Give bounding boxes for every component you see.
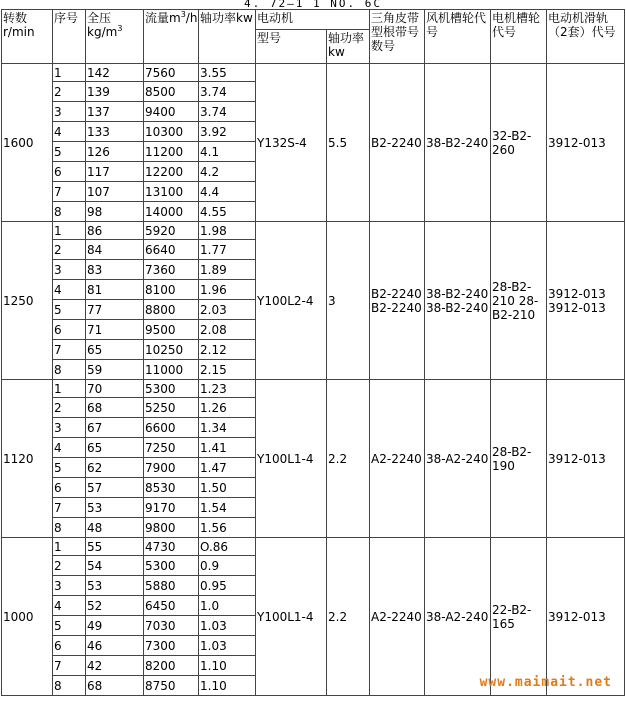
- cell-pressure: 71: [86, 320, 144, 340]
- cell-rail: 3912-013: [547, 380, 625, 538]
- fan-spec-table: [1, 9, 625, 696]
- cell-flow: 4730: [144, 538, 199, 556]
- cell-seq: 3: [53, 102, 86, 122]
- cell-flow: 11200: [144, 142, 199, 162]
- cell-fan-pulley: 38-B2-240: [425, 64, 491, 222]
- cell-shaft-power: 1.41: [199, 438, 256, 458]
- cell-motor-pulley: 32-B2-260: [491, 64, 547, 222]
- cell-seq: 3: [53, 260, 86, 280]
- cell-pressure: 68: [86, 398, 144, 418]
- cell-seq: 7: [53, 498, 86, 518]
- cell-pressure: 53: [86, 576, 144, 596]
- header-shaft-power: 轴功率kw: [199, 10, 256, 64]
- cell-seq: 4: [53, 596, 86, 616]
- cell-seq: 5: [53, 458, 86, 478]
- cell-flow: 8800: [144, 300, 199, 320]
- cell-seq: 1: [53, 64, 86, 82]
- cell-seq: 6: [53, 162, 86, 182]
- cell-shaft-power: 4.55: [199, 202, 256, 222]
- cell-seq: 5: [53, 616, 86, 636]
- cell-pressure: 142: [86, 64, 144, 82]
- cell-flow: 11000: [144, 360, 199, 380]
- cell-flow: 5880: [144, 576, 199, 596]
- cell-seq: 3: [53, 418, 86, 438]
- cell-shaft-power: 1.96: [199, 280, 256, 300]
- cell-fan-pulley: 38-A2-240: [425, 380, 491, 538]
- cell-seq: 8: [53, 518, 86, 538]
- cell-pressure: 139: [86, 82, 144, 102]
- cell-seq: 7: [53, 340, 86, 360]
- cell-flow: 6640: [144, 240, 199, 260]
- cell-shaft-power: 1.10: [199, 676, 256, 696]
- cell-seq: 1: [53, 222, 86, 240]
- cell-flow: 8530: [144, 478, 199, 498]
- cell-flow: 10250: [144, 340, 199, 360]
- cell-seq: 7: [53, 182, 86, 202]
- cell-shaft-power: 1.03: [199, 616, 256, 636]
- cell-flow: 8500: [144, 82, 199, 102]
- cell-shaft-power: 1.23: [199, 380, 256, 398]
- cell-belt: A2-2240: [370, 538, 425, 696]
- cell-seq: 5: [53, 300, 86, 320]
- cell-pressure: 83: [86, 260, 144, 280]
- cell-seq: 2: [53, 240, 86, 260]
- cell-motor-model: Y100L1-4: [256, 538, 327, 696]
- cell-pressure: 65: [86, 438, 144, 458]
- cell-flow: 6600: [144, 418, 199, 438]
- cell-fan-pulley: 38-A2-240: [425, 538, 491, 696]
- cell-flow: 5300: [144, 556, 199, 576]
- cell-shaft-power: 0.9: [199, 556, 256, 576]
- cell-flow: 12200: [144, 162, 199, 182]
- cell-pressure: 48: [86, 518, 144, 538]
- cell-pressure: 54: [86, 556, 144, 576]
- cell-rail: 3912-013 3912-013: [547, 222, 625, 380]
- cell-flow: 5300: [144, 380, 199, 398]
- cell-shaft-power: 1.89: [199, 260, 256, 280]
- cell-shaft-power: 4.4: [199, 182, 256, 202]
- cell-seq: 6: [53, 636, 86, 656]
- cell-flow: 9500: [144, 320, 199, 340]
- cell-seq: 8: [53, 676, 86, 696]
- cell-pressure: 62: [86, 458, 144, 478]
- cell-pressure: 68: [86, 676, 144, 696]
- cell-shaft-power: 2.12: [199, 340, 256, 360]
- cell-seq: 7: [53, 656, 86, 676]
- cell-flow: 7300: [144, 636, 199, 656]
- cell-flow: 8200: [144, 656, 199, 676]
- cell-seq: 6: [53, 320, 86, 340]
- cell-pressure: 117: [86, 162, 144, 182]
- cell-motor-pulley: 28-B2-210 28-B2-210: [491, 222, 547, 380]
- cell-seq: 2: [53, 398, 86, 418]
- cell-motor-power: 3: [327, 222, 370, 380]
- cell-seq: 1: [53, 380, 86, 398]
- table-title: 4. 72—1 1 NO. 6C: [244, 0, 382, 10]
- header-fan-pulley: 风机槽轮代号: [425, 10, 491, 64]
- cell-flow: 14000: [144, 202, 199, 222]
- cell-speed: 1120: [2, 380, 53, 538]
- cell-flow: 9400: [144, 102, 199, 122]
- cell-flow: 9170: [144, 498, 199, 518]
- cell-motor-power: 2.2: [327, 380, 370, 538]
- cell-pressure: 126: [86, 142, 144, 162]
- cell-seq: 5: [53, 142, 86, 162]
- cell-motor-power: 2.2: [327, 538, 370, 696]
- cell-shaft-power: 0.95: [199, 576, 256, 596]
- cell-seq: 3: [53, 576, 86, 596]
- cell-flow: 7900: [144, 458, 199, 478]
- header-pressure: 全压$kg/m^3$: [86, 10, 144, 64]
- header-motor-power: 轴功率kw: [327, 30, 370, 64]
- watermark: www.maimait.net: [479, 675, 612, 690]
- cell-rail: 3912-013: [547, 64, 625, 222]
- cell-seq: 1: [53, 538, 86, 556]
- cell-pressure: 98: [86, 202, 144, 222]
- cell-pressure: 49: [86, 616, 144, 636]
- cell-pressure: 53: [86, 498, 144, 518]
- cell-pressure: 107: [86, 182, 144, 202]
- cell-shaft-power: 1.77: [199, 240, 256, 260]
- cell-flow: 7030: [144, 616, 199, 636]
- cell-shaft-power: 3.55: [199, 64, 256, 82]
- header-flow: 流量$m^3/h$: [144, 10, 199, 64]
- cell-flow: 10300: [144, 122, 199, 142]
- header-motor-model: 型号: [256, 30, 327, 64]
- cell-shaft-power: 2.03: [199, 300, 256, 320]
- cell-belt: B2-2240 B2-2240: [370, 222, 425, 380]
- table-row: [2, 222, 625, 240]
- cell-pressure: 42: [86, 656, 144, 676]
- cell-shaft-power: 1.98: [199, 222, 256, 240]
- cell-flow: 7360: [144, 260, 199, 280]
- cell-seq: 4: [53, 280, 86, 300]
- cell-motor-power: 5.5: [327, 64, 370, 222]
- cell-pressure: 137: [86, 102, 144, 122]
- cell-flow: 7250: [144, 438, 199, 458]
- cell-speed: 1600: [2, 64, 53, 222]
- cell-shaft-power: 1.0: [199, 596, 256, 616]
- cell-pressure: 70: [86, 380, 144, 398]
- cell-pressure: 67: [86, 418, 144, 438]
- cell-pressure: 55: [86, 538, 144, 556]
- cell-shaft-power: O.86: [199, 538, 256, 556]
- cell-shaft-power: 3.74: [199, 82, 256, 102]
- cell-speed: 1250: [2, 222, 53, 380]
- cell-shaft-power: 4.1: [199, 142, 256, 162]
- cell-shaft-power: 1.47: [199, 458, 256, 478]
- cell-seq: 6: [53, 478, 86, 498]
- cell-flow: 6450: [144, 596, 199, 616]
- header-rail: 电动机滑轨（2套）代号: [547, 10, 625, 64]
- cell-flow: 8750: [144, 676, 199, 696]
- cell-shaft-power: 2.15: [199, 360, 256, 380]
- cell-motor-model: Y100L1-4: [256, 380, 327, 538]
- cell-shaft-power: 1.26: [199, 398, 256, 418]
- cell-flow: 9800: [144, 518, 199, 538]
- table-row: [2, 538, 625, 556]
- cell-pressure: 57: [86, 478, 144, 498]
- cell-seq: 4: [53, 438, 86, 458]
- header-motor: 电动机: [256, 10, 370, 30]
- cell-shaft-power: 3.92: [199, 122, 256, 142]
- cell-shaft-power: 1.56: [199, 518, 256, 538]
- cell-seq: 8: [53, 202, 86, 222]
- cell-shaft-power: 1.10: [199, 656, 256, 676]
- cell-flow: 5250: [144, 398, 199, 418]
- cell-speed: 1000: [2, 538, 53, 696]
- cell-seq: 2: [53, 556, 86, 576]
- cell-shaft-power: 1.50: [199, 478, 256, 498]
- cell-shaft-power: 1.34: [199, 418, 256, 438]
- cell-motor-pulley: 28-B2-190: [491, 380, 547, 538]
- cell-pressure: 46: [86, 636, 144, 656]
- cell-flow: 8100: [144, 280, 199, 300]
- cell-pressure: 84: [86, 240, 144, 260]
- cell-seq: 8: [53, 360, 86, 380]
- cell-rail: 3912-013: [547, 538, 625, 696]
- cell-belt: A2-2240: [370, 380, 425, 538]
- cell-pressure: 86: [86, 222, 144, 240]
- cell-shaft-power: 1.03: [199, 636, 256, 656]
- cell-seq: 2: [53, 82, 86, 102]
- cell-belt: B2-2240: [370, 64, 425, 222]
- cell-motor-model: Y132S-4: [256, 64, 327, 222]
- cell-pressure: 52: [86, 596, 144, 616]
- header-seq: 序号: [53, 10, 86, 64]
- cell-pressure: 77: [86, 300, 144, 320]
- header-motor-pulley: 电机槽轮代号: [491, 10, 547, 64]
- cell-motor-model: Y100L2-4: [256, 222, 327, 380]
- cell-seq: 4: [53, 122, 86, 142]
- header-belt: 三角皮带型根带号数号: [370, 10, 425, 64]
- table-row: [2, 380, 625, 398]
- header-speed: 转数r/min: [2, 10, 53, 64]
- cell-motor-pulley: 22-B2-165: [491, 538, 547, 696]
- table-row: [2, 64, 625, 82]
- cell-shaft-power: 2.08: [199, 320, 256, 340]
- cell-pressure: 133: [86, 122, 144, 142]
- cell-pressure: 59: [86, 360, 144, 380]
- cell-pressure: 65: [86, 340, 144, 360]
- cell-flow: 7560: [144, 64, 199, 82]
- cell-pressure: 81: [86, 280, 144, 300]
- cell-fan-pulley: 38-B2-240 38-B2-240: [425, 222, 491, 380]
- cell-shaft-power: 4.2: [199, 162, 256, 182]
- cell-flow: 5920: [144, 222, 199, 240]
- cell-shaft-power: 3.74: [199, 102, 256, 122]
- cell-shaft-power: 1.54: [199, 498, 256, 518]
- cell-flow: 13100: [144, 182, 199, 202]
